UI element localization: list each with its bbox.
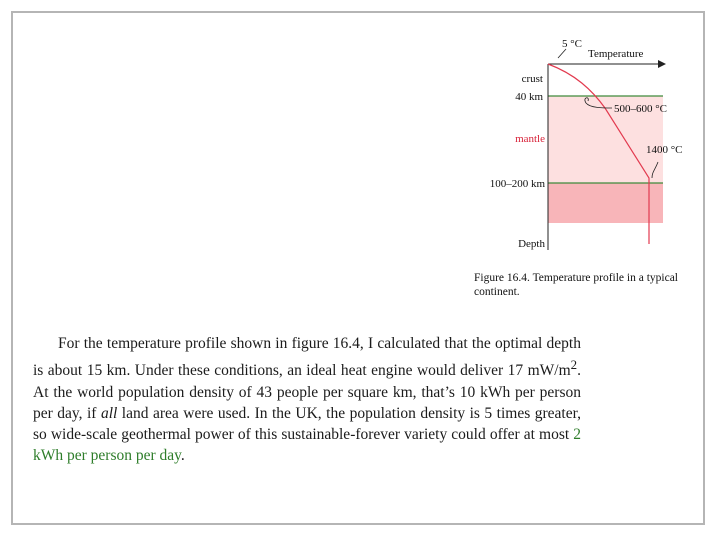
paragraph-emphasis: all <box>100 404 118 422</box>
paragraph-superscript: 2 <box>570 357 578 373</box>
asthenosphere-region <box>548 183 663 223</box>
label-depth-100-200: 100–200 km <box>489 178 545 190</box>
label-surface-temp: 5 °C <box>562 38 582 50</box>
label-crust: crust <box>521 73 543 85</box>
leader-surface-temp <box>558 49 566 58</box>
figure-caption: Figure 16.4. Temperature profile in a typical continent. <box>474 272 679 298</box>
label-depth-axis: Depth <box>518 238 545 250</box>
label-depth-40: 40 km <box>515 91 543 103</box>
paragraph-text-1: For the temperature profile shown in figure 16.4, I calculated that the optimal depth is about 15 km. Under these conditions, an ideal heat engine would deliver 17 mW/m <box>33 335 581 380</box>
label-temperature-axis: Temperature <box>588 48 644 60</box>
paragraph-text-3: land area were used. In the UK, the population density is 5 times greater, so wide-scale geothermal power of this sustainable-forever variety could offer at most <box>33 404 581 443</box>
paragraph-end: . <box>180 447 185 465</box>
paragraph-highlight: 2 kWh per person per day <box>33 425 581 465</box>
body-paragraph <box>33 333 581 466</box>
paragraph-text-2: . At the world population density of 43 people per square km, that’s 10 kWh per person per day, if <box>33 362 581 422</box>
label-mantle: mantle <box>515 133 545 145</box>
label-temp-500-600: 500–600 °C <box>614 103 667 115</box>
label-temp-1400: 1400 °C <box>646 144 683 156</box>
